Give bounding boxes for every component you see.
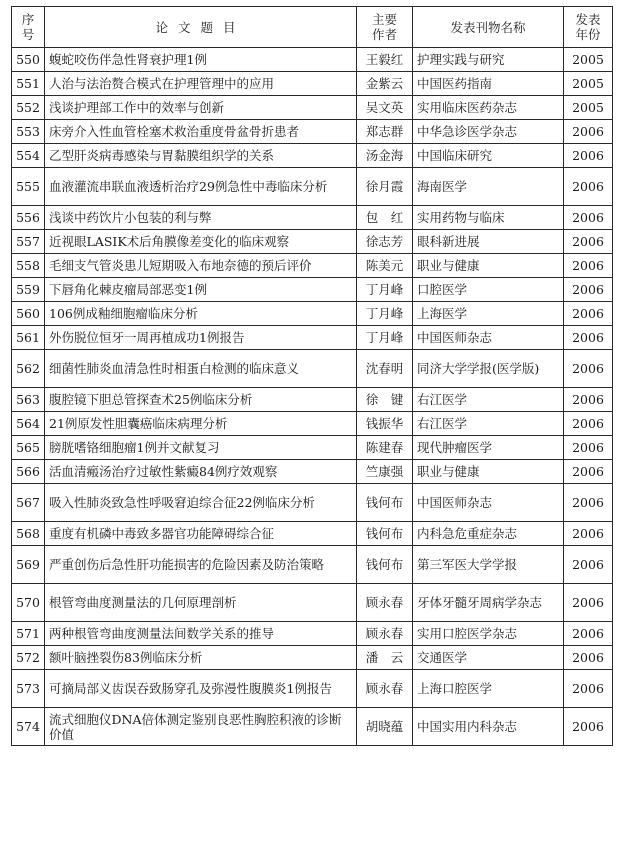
row-number: 554 [12,144,45,168]
table-row [12,72,613,96]
header-number: 序 号 [12,7,45,48]
main-author: 包 红 [357,206,413,230]
row-number: 558 [12,254,45,278]
paper-title: 两种根管弯曲度测量法间数学关系的推导 [45,622,357,646]
row-number: 574 [12,708,45,746]
table-row [12,460,613,484]
main-author: 汤金海 [357,144,413,168]
paper-title: 血液灌流串联血液透析治疗29例急性中毒临床分析 [45,168,357,206]
journal-name: 内科急危重症杂志 [413,522,564,546]
publication-year: 2006 [564,144,613,168]
main-author: 吴文英 [357,96,413,120]
journal-name: 第三军医大学学报 [413,546,564,584]
row-number: 550 [12,48,45,72]
publication-year: 2006 [564,484,613,522]
row-number: 563 [12,388,45,412]
publication-year: 2006 [564,168,613,206]
paper-title: 下唇角化棘皮瘤局部恶变1例 [45,278,357,302]
publication-year: 2006 [564,412,613,436]
journal-name: 实用药物与临床 [413,206,564,230]
table-row [12,168,613,206]
journal-name: 职业与健康 [413,254,564,278]
main-author: 陈美元 [357,254,413,278]
journal-name: 口腔医学 [413,278,564,302]
main-author: 沈春明 [357,350,413,388]
journal-name: 海南医学 [413,168,564,206]
table-row [12,278,613,302]
publication-year: 2006 [564,120,613,144]
main-author: 徐志芳 [357,230,413,254]
publication-year: 2006 [564,670,613,708]
table-body [12,48,613,746]
main-author: 郑志群 [357,120,413,144]
journal-name: 中国医师杂志 [413,326,564,350]
journal-name: 现代肿瘤医学 [413,436,564,460]
paper-title: 浅谈护理部工作中的效率与创新 [45,96,357,120]
row-number: 564 [12,412,45,436]
table-row [12,484,613,522]
table-row [12,584,613,622]
paper-title: 根管弯曲度测量法的几何原理剖析 [45,584,357,622]
journal-name: 牙体牙髓牙周病学杂志 [413,584,564,622]
table-row [12,254,613,278]
journal-name: 职业与健康 [413,460,564,484]
publication-table-container [11,6,612,746]
row-number: 557 [12,230,45,254]
row-number: 570 [12,584,45,622]
paper-title: 外伤脱位恒牙一周再植成功1例报告 [45,326,357,350]
paper-title: 额叶脑挫裂伤83例临床分析 [45,646,357,670]
paper-title: 腹腔镜下胆总管探查术25例临床分析 [45,388,357,412]
journal-name: 实用口腔医学杂志 [413,622,564,646]
publication-year: 2006 [564,278,613,302]
paper-title: 近视眼LASIK术后角膜像差变化的临床观察 [45,230,357,254]
main-author: 丁月峰 [357,278,413,302]
table-row [12,436,613,460]
journal-name: 实用临床医药杂志 [413,96,564,120]
header-title: 论文题目 [45,7,357,48]
paper-title: 细菌性肺炎血清急性时相蛋白检测的临床意义 [45,350,357,388]
publication-year: 2005 [564,96,613,120]
paper-title: 21例原发性胆囊癌临床病理分析 [45,412,357,436]
row-number: 551 [12,72,45,96]
main-author: 王毅红 [357,48,413,72]
table-row [12,206,613,230]
publication-year: 2005 [564,48,613,72]
table-row [12,388,613,412]
row-number: 562 [12,350,45,388]
table-row [12,144,613,168]
main-author: 金紫云 [357,72,413,96]
publication-year: 2005 [564,72,613,96]
journal-name: 右江医学 [413,412,564,436]
row-number: 569 [12,546,45,584]
paper-title: 流式细胞仪DNA倍体测定鉴别良恶性胸腔积液的诊断价值 [45,708,357,746]
main-author: 竺康强 [357,460,413,484]
publication-year: 2006 [564,546,613,584]
publication-year: 2006 [564,646,613,670]
paper-title: 膀胱嗜铬细胞瘤1例并文献复习 [45,436,357,460]
table-row [12,230,613,254]
publication-year: 2006 [564,522,613,546]
main-author: 顾永春 [357,670,413,708]
main-author: 胡晓蕴 [357,708,413,746]
row-number: 553 [12,120,45,144]
publication-year: 2006 [564,584,613,622]
table-row [12,96,613,120]
publication-year: 2006 [564,254,613,278]
paper-title: 可摘局部义齿误吞致肠穿孔及弥漫性腹膜炎1例报告 [45,670,357,708]
paper-title: 活血清瘢汤治疗过敏性紫癜84例疗效观察 [45,460,357,484]
main-author: 徐 键 [357,388,413,412]
main-author: 钱何布 [357,522,413,546]
table-row [12,522,613,546]
publication-year: 2006 [564,350,613,388]
paper-title: 乙型肝炎病毒感染与胃黏膜组织学的关系 [45,144,357,168]
main-author: 钱振华 [357,412,413,436]
paper-title: 106例成釉细胞瘤临床分析 [45,302,357,326]
paper-title: 吸入性肺炎致急性呼吸窘迫综合征22例临床分析 [45,484,357,522]
paper-title: 重度有机磷中毒致多器官功能障碍综合征 [45,522,357,546]
main-author: 丁月峰 [357,326,413,350]
journal-name: 同济大学学报(医学版) [413,350,564,388]
main-author: 钱何布 [357,484,413,522]
journal-name: 中国医药指南 [413,72,564,96]
publication-year: 2006 [564,622,613,646]
publication-year: 2006 [564,436,613,460]
paper-title: 浅谈中药饮片小包装的利与弊 [45,206,357,230]
journal-name: 中华急诊医学杂志 [413,120,564,144]
row-number: 560 [12,302,45,326]
row-number: 566 [12,460,45,484]
main-author: 陈建春 [357,436,413,460]
journal-name: 中国医师杂志 [413,484,564,522]
journal-name: 上海医学 [413,302,564,326]
journal-name: 右江医学 [413,388,564,412]
publication-year: 2006 [564,302,613,326]
row-number: 556 [12,206,45,230]
main-author: 徐月霞 [357,168,413,206]
header-row [12,7,613,48]
main-author: 顾永春 [357,622,413,646]
paper-title: 严重创伤后急性肝功能损害的危险因素及防治策略 [45,546,357,584]
row-number: 552 [12,96,45,120]
table-row [12,670,613,708]
table-row [12,120,613,144]
table-row [12,708,613,746]
paper-title: 蝮蛇咬伤伴急性肾衰护理1例 [45,48,357,72]
row-number: 571 [12,622,45,646]
table-row [12,622,613,646]
journal-name: 中国实用内科杂志 [413,708,564,746]
publication-year: 2006 [564,388,613,412]
table-row [12,48,613,72]
journal-name: 眼科新进展 [413,230,564,254]
journal-name: 交通医学 [413,646,564,670]
journal-name: 护理实践与研究 [413,48,564,72]
row-number: 559 [12,278,45,302]
publication-table [11,6,613,746]
table-row [12,350,613,388]
header-year: 发表 年份 [564,7,613,48]
main-author: 潘 云 [357,646,413,670]
table-row [12,546,613,584]
publication-year: 2006 [564,206,613,230]
journal-name: 中国临床研究 [413,144,564,168]
header-author: 主要 作者 [357,7,413,48]
header-journal: 发表刊物名称 [413,7,564,48]
table-row [12,646,613,670]
table-row [12,412,613,436]
publication-year: 2006 [564,708,613,746]
row-number: 573 [12,670,45,708]
table-row [12,302,613,326]
row-number: 565 [12,436,45,460]
row-number: 567 [12,484,45,522]
paper-title: 毛细支气管炎患儿短期吸入布地奈德的预后评价 [45,254,357,278]
row-number: 572 [12,646,45,670]
table-row [12,326,613,350]
row-number: 568 [12,522,45,546]
paper-title: 床旁介入性血管栓塞术救治重度骨盆骨折患者 [45,120,357,144]
main-author: 钱何布 [357,546,413,584]
main-author: 顾永春 [357,584,413,622]
journal-name: 上海口腔医学 [413,670,564,708]
row-number: 555 [12,168,45,206]
publication-year: 2006 [564,460,613,484]
main-author: 丁月峰 [357,302,413,326]
row-number: 561 [12,326,45,350]
publication-year: 2006 [564,326,613,350]
publication-year: 2006 [564,230,613,254]
paper-title: 人治与法治赘合模式在护理管理中的应用 [45,72,357,96]
